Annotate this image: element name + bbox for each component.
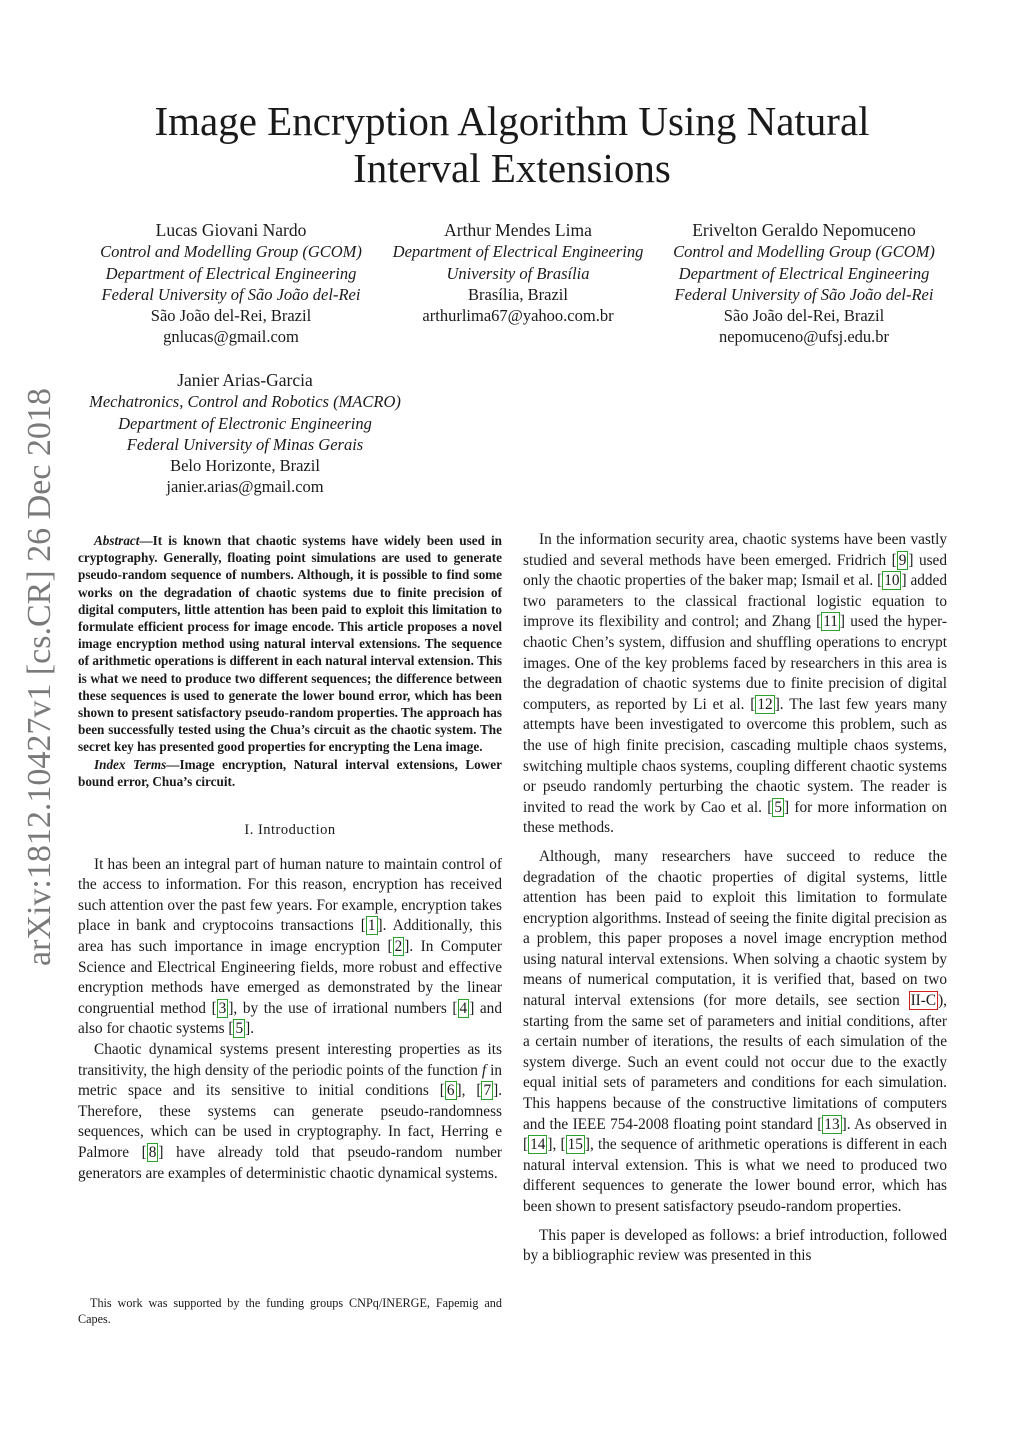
section-heading-introduction: I. Introduction <box>244 822 336 839</box>
left-column <box>78 532 502 1184</box>
author-name: Arthur Mendes Lima <box>444 220 592 240</box>
paragraph: Although, many researchers have succeed to reduce the degradation of the chaotic properties of digital systems, little attention has been paid to exploit this limitation to formulate encryption algorithms. Instead of seeing the finite digital precision as a problem, this paper proposes a novel image encryption method using natural interval extensions. When solving a chaotic system by means of numerical computation, it is verified that, based on two natural interval extensions (for more details, see section II-C ), starting from the same set of parameters and initial conditions, after a certain number of iterations, the results of each simulation of the system diverge. Such an event could not occur due to the exactly equal initial sets of parameters and conditions for each simulation. This happens because of the constructive limitations of computers and the IEEE 754-2008 floating point standard [ 13 ]. As observed in [ 14 ], [ 15 ], the sequence of arithmetic operations is different in each natural interval extension. This is what we need to produced two different sequences to generate the lower bound error, which has been shown to present satisfactory pseudo-random properties. <box>523 847 947 1215</box>
citation-link[interactable]: 4 <box>459 999 468 1017</box>
author-email: janier.arias@gmail.com <box>166 477 324 497</box>
citation-link[interactable]: 13 <box>824 1115 840 1133</box>
author-affiliation: Department of Electrical Engineering <box>105 263 357 283</box>
author-affiliation: Department of Electrical Engineering <box>392 242 644 262</box>
index-terms-label: Index Terms <box>94 756 167 772</box>
paragraph: This paper is developed as follows: a brief introduction, followed by a bibliographic review was presented in this <box>523 1226 947 1265</box>
author-email: gnlucas@gmail.com <box>163 327 299 347</box>
paragraph: It has been an integral part of human nature to maintain control of the access to information. For this reason, encryption has received such attention over the past few years. For example, encryption takes place in bank and cryptocoins transactions [ 1 ]. Additionally, this area has such importance in image encryption [ 2 ]. In Computer Science and Electrical Engineering fields, more robust and effective encryption methods have emerged as demonstrated by the linear congruential method [ 3 ], by the use of irrational numbers [ 4 ] and also for chaotic systems [ 5 ]. <box>78 855 503 1038</box>
citation-link[interactable]: 10 <box>884 572 900 590</box>
author-block-4 <box>72 370 418 498</box>
citation-link[interactable]: 15 <box>567 1136 583 1154</box>
citation-link[interactable]: 1 <box>367 917 376 935</box>
citation-link[interactable]: 3 <box>218 999 227 1017</box>
math-symbol: f <box>481 1061 487 1079</box>
author-email: nepomuceno@ufsj.edu.br <box>718 327 890 347</box>
citation-link[interactable]: 11 <box>823 613 838 631</box>
abstract <box>78 532 502 756</box>
citation-link[interactable]: 5 <box>774 798 782 816</box>
citation-link[interactable]: 7 <box>483 1082 492 1100</box>
paragraph: In the information security area, chaotic systems have been vastly studied and several methods have been emerged. Fridrich [ 9 ] used only the chaotic properties of the baker map; Ismail et al. [ 10 ] added two parameters to the classical fractional logistic equation to improve its flexibility and control; and Zhang [ 11 ] used the hyper-chaotic Chen’s system, diffusion and shuffling operations to encrypt images. One of the key problems faced by researchers in this area is the degradation of chaotic systems due to finite precision of digital computers, as reported by Li et al. [ 12 ]. The last few years many attempts have been investigated to overcome this problem, such as the use of high finite precision, cascading multiple chaos systems, switching multiple chaos systems, coupling different chaotic systems or pseudo randomly perturbing the chaotic system. The reader is invited to read the work by Cao et al. [ 5 ] for more information on these methods. <box>523 531 948 837</box>
paper-title <box>80 98 944 192</box>
section-link[interactable]: II-C <box>910 992 937 1010</box>
author-block-2 <box>382 220 654 326</box>
author-affiliation: Federal University of São João del-Rei <box>674 284 934 304</box>
author-block-3 <box>660 220 948 348</box>
citation-link[interactable]: 12 <box>757 695 773 713</box>
author-block-1 <box>88 220 374 348</box>
author-affiliation: Department of Electronic Engineering <box>118 413 372 433</box>
author-affiliation: Federal University of Minas Gerais <box>126 434 364 454</box>
citation-link[interactable]: 6 <box>446 1082 455 1100</box>
author-name: Lucas Giovani Nardo <box>155 220 307 240</box>
author-location: São João del-Rei, Brazil <box>150 306 312 326</box>
title-line-2: Interval Extensions <box>353 145 671 191</box>
author-affiliation: Control and Modelling Group (GCOM) <box>673 242 935 262</box>
abstract-label: Abstract <box>94 533 140 548</box>
author-affiliation: Federal University of São João del-Rei <box>101 284 361 304</box>
author-affiliation: Department of Electrical Engineering <box>678 263 930 283</box>
author-affiliation: Control and Modelling Group (GCOM) <box>100 242 362 262</box>
right-column <box>523 530 947 1267</box>
author-email: arthurlima67@yahoo.com.br <box>422 306 614 326</box>
author-location: Brasília, Brazil <box>468 284 568 304</box>
citation-link[interactable]: 5 <box>235 1020 244 1038</box>
citation-link[interactable]: 2 <box>394 938 403 956</box>
author-location: São João del-Rei, Brazil <box>723 306 885 326</box>
author-name: Janier Arias-Garcia <box>177 370 313 390</box>
citation-link[interactable]: 9 <box>898 551 907 569</box>
citation-link[interactable]: 8 <box>148 1143 157 1161</box>
footnote: This work was supported by the funding groups CNPq/INERGE, Fapemig and Capes. <box>78 1296 502 1326</box>
paragraph: Chaotic dynamical systems present interesting properties as its transitivity, the high density of the periodic points of the function f in metric space and its sensitive to initial conditions [ 6 ], [ 7 ]. Therefore, these systems can generate pseudo-randomness sequences, which can be used in cryptography. In fact, Herring e Palmore [ 8 ] have already told that pseudo-random number generators are examples of deterministic chaotic dynamical systems. <box>78 1040 503 1182</box>
index-terms <box>78 756 502 790</box>
author-affiliation: University of Brasília <box>446 263 590 283</box>
index-terms-text: —Image encryption, Natural interval extensions, Lower bound error, Chua’s circuit. <box>78 756 502 789</box>
abstract-text: —It is known that chaotic systems have widely been used in cryptography. Generally, floating point simulations are used to generate pseudo-random sequence of numbers. Although, it is possible to find some works on the degradation of chaotic systems due to finite precision of digital computers, little attention has been paid to exploit this limitation to formulate efficient process for image encode. This article proposes a novel image encryption method using natural interval extensions. The sequence of arithmetic operations is different in each natural interval extension. This is what we need to produce two different sequences; the difference between these sequences is used to generate the lower bound error, which has been shown to present satisfactory pseudo-random properties. The approach has been successfully tested using the Chua’s circuit as the chaotic system. The secret key has presented good properties for encrypting the Lena image. <box>78 533 502 755</box>
author-location: Belo Horizonte, Brazil <box>170 456 320 476</box>
author-name: Erivelton Geraldo Nepomuceno <box>692 220 916 240</box>
citation-link[interactable]: 14 <box>530 1136 546 1154</box>
author-affiliation: Mechatronics, Control and Robotics (MACRO) <box>89 392 401 412</box>
title-line-1: Image Encryption Algorithm Using Natural <box>154 98 870 144</box>
arxiv-identifier: arXiv:1812.10427v1 [cs.CR] 26 Dec 2018 <box>21 388 58 966</box>
